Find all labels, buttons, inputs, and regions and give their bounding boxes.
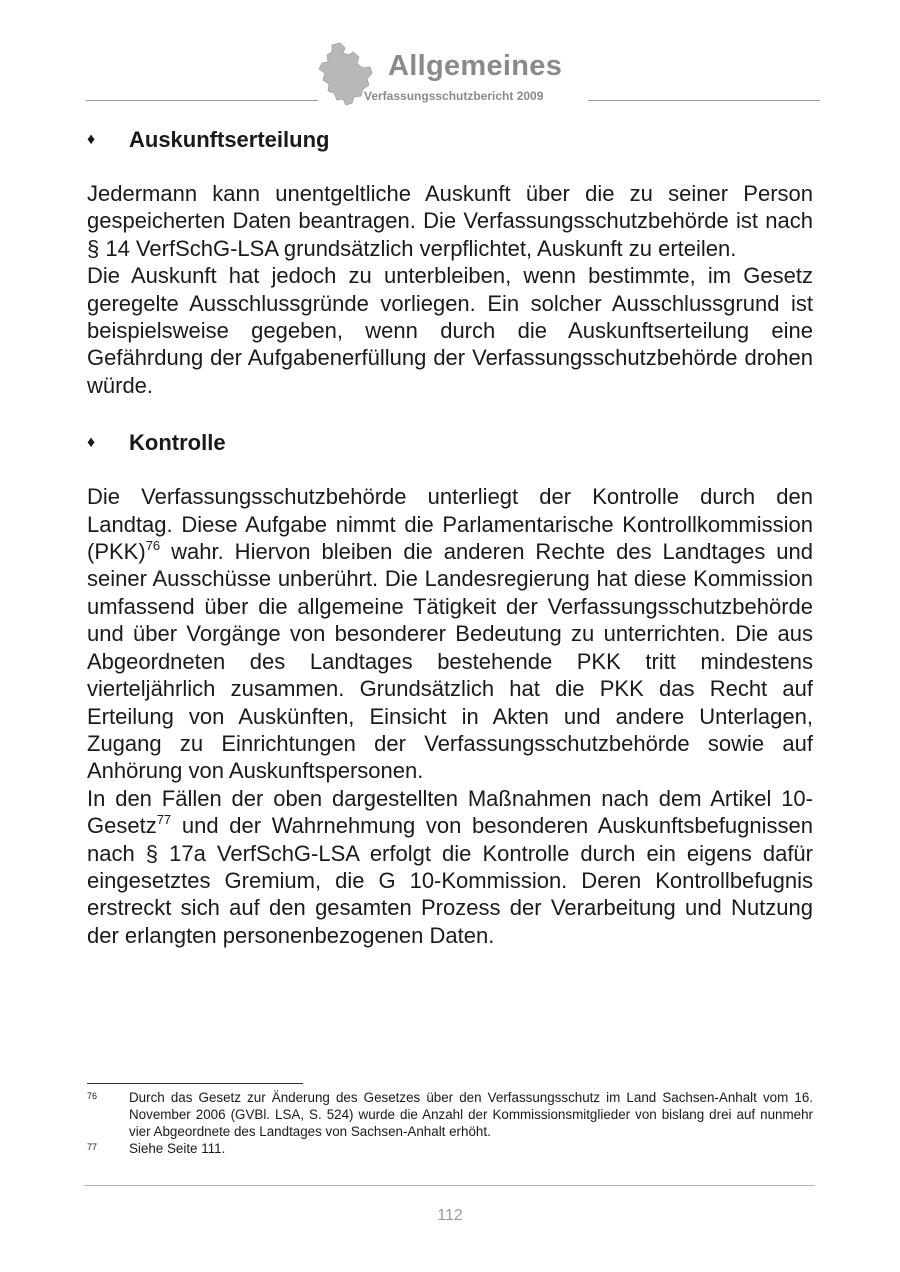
diamond-bullet-icon: ♦ (87, 434, 96, 452)
section-heading-text: Kontrolle (129, 430, 226, 456)
diamond-bullet-icon: ♦ (87, 131, 96, 148)
footnote-reference-77[interactable]: 77 (156, 812, 172, 828)
footnote-text: Durch das Gesetz zur Änderung des Gesetzes über den Verfassungsschutz im Land Sachsen-Anhalt vom 16. November 2006 (GVBl. LSA, S. 524) wurde die Anzahl der Kommissionsmitglieder von bislang drei auf nunmehr vier Abgeordnete des Landtages von Sachsen-Anhalt erhöht. (129, 1090, 813, 1139)
paragraph: Jedermann kann unentgeltliche Auskunft über die zu seiner Person gespeicherten Daten beantragen. Die Verfassungsschutzbehörde ist nach § 14 VerfSchG-LSA grundsätzlich verpflichtet, Auskunft zu erteilen. (87, 181, 813, 261)
paragraph-text: Die Verfassungsschutzbehörde unterliegt der Kontrolle durch den Landtag. Diese Aufgabe nimmt die Parlamentarische Kontrollkommission (PKK) (87, 484, 813, 565)
paragraph (87, 785, 813, 949)
paragraph: Die Auskunft hat jedoch zu unterbleiben, wenn bestimmte, im Gesetz geregelte Ausschlussgründe vorliegen. Ein solcher Ausschlussgrund ist beispielsweise gegeben, wenn durch die Auskunftserteilung eine Gefährdung der Aufgabenerfüllung der Verfassungsschutzbehörde drohen würde. (87, 263, 813, 398)
section-heading-text: Auskunftserteilung (129, 127, 330, 152)
paragraph-text: und der Wahrnehmung von besonderen Auskunftsbefugnissen nach § 17a VerfSchG-LSA erfolgt die Kontrolle durch ein eigens dafür eingesetztes Gremium, die G 10-Kommission. Deren Kontrollbefugnis erstreckt sich auf den gesamten Prozess der Verarbeitung und Nutzung der erlangten personenbezogenen Daten. (87, 813, 813, 948)
footnote-separator (87, 1083, 303, 1084)
footnote-reference-76[interactable]: 76 (145, 538, 161, 554)
page-number: 112 (437, 1207, 463, 1224)
header-rule-right (588, 100, 820, 101)
footnote-number: 76 (87, 1091, 98, 1101)
footnotes (87, 1089, 813, 1157)
footnote-item (87, 1089, 813, 1140)
paragraph-text: In den Fällen der oben dargestellten Maßnahmen nach dem Artikel 10-Gesetz (87, 785, 813, 839)
paragraph (87, 483, 813, 784)
paragraph-text: wahr. Hiervon bleiben die anderen Rechte des Landtages und seiner Ausschüsse unberührt. Die Landesregierung hat diese Kommission umfassend über die allgemeine Tätigkeit der Verfassungsschutzbehörde und über Vorgänge von besonderer Bedeutung zu unterrichten. Die aus Abgeordneten des Landtages bestehende PKK tritt mindestens vierteljährlich zusammen. Grundsätzlich hat die PKK das Recht auf Erteilung von Auskünften, Einsicht in Akten und andere Unterlagen, Zugang zu Einrichtungen der Verfassungsschutzbehörde sowie auf Anhörung von Auskunftspersonen. (87, 539, 813, 784)
main-content (87, 124, 813, 949)
page-header (0, 0, 900, 110)
header-title: Allgemeines (388, 50, 563, 82)
footnote-text: Siehe Seite 111. (129, 1141, 226, 1156)
footnote-item (87, 1140, 813, 1157)
footnote-number: 77 (87, 1142, 98, 1152)
header-rule-left (86, 100, 318, 101)
section-heading-auskunftserteilung (87, 124, 813, 156)
footer-rule (84, 1185, 815, 1186)
header-subtitle: Verfassungsschutzbericht 2009 (364, 89, 544, 103)
section-heading-kontrolle (87, 427, 813, 459)
